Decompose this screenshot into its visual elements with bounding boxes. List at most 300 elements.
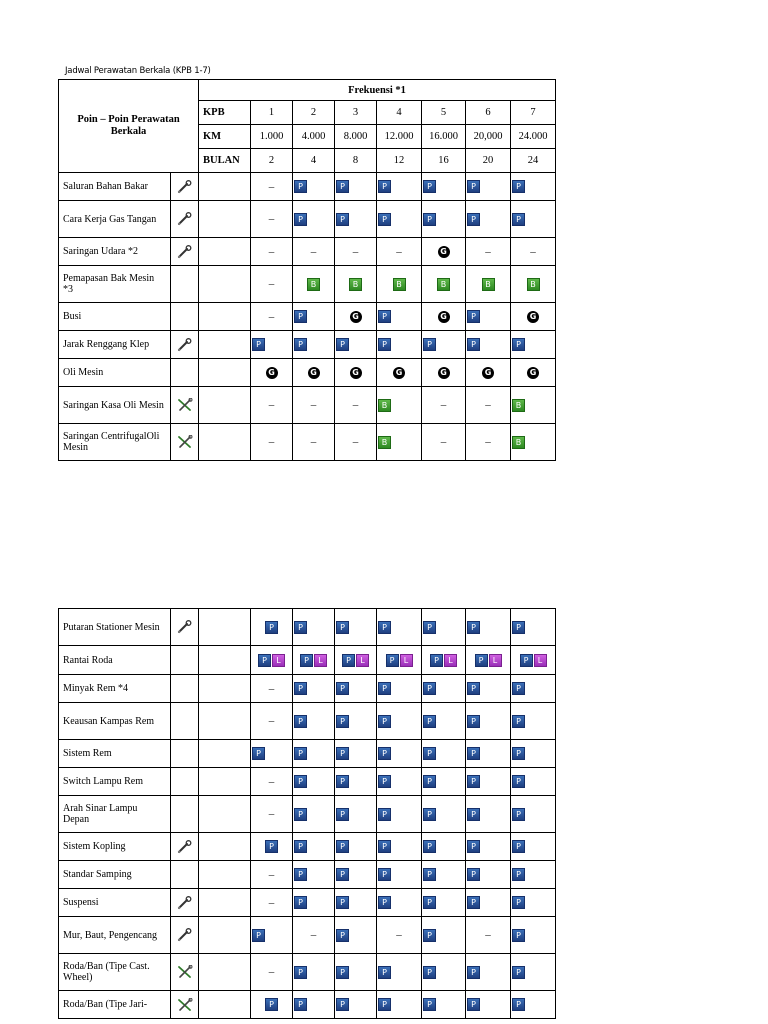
- dash-mark: –: [310, 245, 317, 258]
- badge-p: P: [265, 840, 278, 853]
- blank-cell: [199, 768, 251, 796]
- schedule-cell: [335, 646, 377, 675]
- header-value: 8.000: [335, 125, 377, 149]
- badge-p: P: [294, 715, 307, 728]
- schedule-cell: [466, 991, 511, 1019]
- badge-p: P: [265, 621, 278, 634]
- tool-cell-empty: [171, 861, 199, 889]
- maintenance-item-name: Jarak Renggang Klep: [59, 331, 171, 359]
- header-value: 4.000: [293, 125, 335, 149]
- badge-p: P: [467, 310, 480, 323]
- schedule-cell: [422, 954, 466, 991]
- badge-g: G: [393, 366, 406, 379]
- badge-p: P: [512, 715, 525, 728]
- schedule-cell: [251, 646, 293, 675]
- dash-mark: –: [352, 245, 359, 258]
- tool-cell-empty: [171, 703, 199, 740]
- badge-p: P: [336, 621, 349, 634]
- schedule-cell: [377, 201, 422, 238]
- schedule-cell: [377, 768, 422, 796]
- badge-p: P: [336, 966, 349, 979]
- header-value: 4: [377, 101, 422, 125]
- table-row: [59, 796, 556, 833]
- schedule-cell: [251, 991, 293, 1019]
- header-value: 7: [511, 101, 556, 125]
- badge-p: P: [423, 682, 436, 695]
- dash-mark: –: [310, 436, 317, 448]
- badge-p: P: [467, 840, 480, 853]
- schedule-cell: [422, 609, 466, 646]
- schedule-cell: [293, 954, 335, 991]
- schedule-cell: [511, 740, 556, 768]
- schedule-cell: [293, 740, 335, 768]
- schedule-cell: [251, 331, 293, 359]
- document-caption: Jadwal Perawatan Berkala (KPB 1-7): [65, 66, 211, 76]
- schedule-cell: [251, 889, 293, 917]
- header-value: 5: [422, 101, 466, 125]
- schedule-cell: [422, 303, 466, 331]
- table-row: [59, 387, 556, 424]
- schedule-cell: [466, 331, 511, 359]
- schedule-cell: [511, 768, 556, 796]
- badge-b: B: [307, 278, 320, 291]
- badge-p: P: [336, 682, 349, 695]
- header-label-kpb: KPB: [199, 101, 251, 125]
- badge-p: P: [294, 180, 307, 193]
- blank-cell: [199, 954, 251, 991]
- blank-cell: [199, 609, 251, 646]
- badge-g: G: [349, 310, 362, 323]
- schedule-cell: [293, 833, 335, 861]
- schedule-cell: [293, 991, 335, 1019]
- schedule-cell: [293, 201, 335, 238]
- maintenance-item-name: Arah Sinar Lampu Depan: [59, 796, 171, 833]
- dash-mark: –: [485, 399, 491, 411]
- schedule-cell: [466, 703, 511, 740]
- schedule-cell: [377, 359, 422, 387]
- table-row: [59, 424, 556, 461]
- badge-p: P: [252, 747, 265, 760]
- schedule-cell: [335, 740, 377, 768]
- maintenance-item-name: Switch Lampu Rem: [59, 768, 171, 796]
- table-row: [59, 646, 556, 675]
- schedule-cell: [422, 424, 466, 461]
- blank-cell: [199, 201, 251, 238]
- badge-p: P: [336, 840, 349, 853]
- schedule-cell: [466, 173, 511, 201]
- badge-p: P: [423, 840, 436, 853]
- badge-p: P: [423, 929, 436, 942]
- badge-p: P: [423, 180, 436, 193]
- header-value: 12: [377, 149, 422, 173]
- badge-p: P: [378, 896, 391, 909]
- badge-b: B: [527, 278, 540, 291]
- schedule-cell: [422, 675, 466, 703]
- badge-p: P: [336, 180, 349, 193]
- maintenance-schedule-table-1: [58, 79, 556, 461]
- wrench-icon: [171, 331, 199, 359]
- dash-mark: –: [352, 436, 359, 448]
- dash-mark: –: [268, 715, 275, 727]
- badge-p: P: [336, 998, 349, 1011]
- schedule-cell: [422, 359, 466, 387]
- badge-p: P: [512, 682, 525, 695]
- badge-p: P: [294, 808, 307, 821]
- schedule-cell: [377, 646, 422, 675]
- schedule-cell: [422, 703, 466, 740]
- badge-p: P: [336, 775, 349, 788]
- maintenance-item-name: Saringan CentrifugalOli Mesin: [59, 424, 171, 461]
- wrench-icon: [171, 173, 199, 201]
- schedule-cell: [511, 238, 556, 266]
- blank-cell: [199, 703, 251, 740]
- header-label-bulan: BULAN: [199, 149, 251, 173]
- badge-b: B: [482, 278, 495, 291]
- header-value: 20,000: [466, 125, 511, 149]
- badge-p: P: [512, 840, 525, 853]
- schedule-cell: [466, 954, 511, 991]
- maintenance-item-name: Minyak Rem *4: [59, 675, 171, 703]
- badge-l: L: [534, 654, 547, 667]
- schedule-cell: [511, 917, 556, 954]
- badge-p: P: [378, 213, 391, 226]
- badge-p: P: [294, 896, 307, 909]
- badge-p: P: [336, 715, 349, 728]
- maintenance-item-name: Mur, Baut, Pengencang: [59, 917, 171, 954]
- schedule-cell: [251, 768, 293, 796]
- header-value: 1.000: [251, 125, 293, 149]
- badge-g: G: [527, 366, 540, 379]
- badge-p: P: [294, 747, 307, 760]
- schedule-cell: [511, 387, 556, 424]
- column-header-maintenance-points: Poin – Poin Perawatan Berkala: [59, 80, 199, 173]
- schedule-cell: [466, 740, 511, 768]
- schedule-cell: [293, 796, 335, 833]
- table-row: [59, 238, 556, 266]
- schedule-cell: [377, 387, 422, 424]
- schedule-cell: [335, 954, 377, 991]
- schedule-cell: [466, 861, 511, 889]
- badge-l: L: [444, 654, 457, 667]
- schedule-cell: [377, 238, 422, 266]
- dash-mark: –: [268, 310, 275, 323]
- schedule-cell: [293, 173, 335, 201]
- header-label-km: KM: [199, 125, 251, 149]
- badge-p: P: [336, 808, 349, 821]
- schedule-cell: [251, 424, 293, 461]
- badge-p: P: [336, 929, 349, 942]
- wrench-icon: [171, 609, 199, 646]
- badge-l: L: [400, 654, 413, 667]
- schedule-cell: [377, 609, 422, 646]
- badge-p: P: [336, 868, 349, 881]
- schedule-cell: [466, 424, 511, 461]
- maintenance-item-name: Putaran Stationer Mesin: [59, 609, 171, 646]
- badge-p: P: [294, 682, 307, 695]
- badge-p: P: [512, 621, 525, 634]
- dash-mark: –: [485, 929, 491, 941]
- schedule-cell: [251, 954, 293, 991]
- tool-cell-empty: [171, 740, 199, 768]
- schedule-cell: [377, 796, 422, 833]
- badge-p: P: [378, 966, 391, 979]
- schedule-cell: [511, 954, 556, 991]
- schedule-cell: [251, 173, 293, 201]
- badge-p: P: [467, 715, 480, 728]
- badge-b: B: [378, 399, 391, 412]
- schedule-cell: [377, 331, 422, 359]
- dash-mark: –: [268, 399, 275, 411]
- badge-p: P: [467, 775, 480, 788]
- schedule-cell: [466, 768, 511, 796]
- badge-p: P: [423, 775, 436, 788]
- schedule-cell: [511, 889, 556, 917]
- badge-p: P: [294, 338, 307, 351]
- tool-cell-empty: [171, 303, 199, 331]
- schedule-cell: [466, 917, 511, 954]
- schedule-cell: [377, 991, 422, 1019]
- schedule-cell: [377, 424, 422, 461]
- schedule-cell: [335, 331, 377, 359]
- blank-cell: [199, 359, 251, 387]
- dash-mark: –: [268, 896, 275, 909]
- badge-p: P: [423, 338, 436, 351]
- dash-mark: –: [268, 868, 275, 881]
- schedule-cell: [293, 917, 335, 954]
- badge-p: P: [336, 338, 349, 351]
- schedule-cell: [422, 266, 466, 303]
- blank-cell: [199, 833, 251, 861]
- blank-cell: [199, 917, 251, 954]
- schedule-cell: [466, 238, 511, 266]
- badge-p: P: [467, 998, 480, 1011]
- badge-p: P: [378, 682, 391, 695]
- schedule-cell: [335, 703, 377, 740]
- badge-b: B: [512, 399, 525, 412]
- badge-p: P: [265, 998, 278, 1011]
- badge-p: P: [512, 338, 525, 351]
- schedule-cell: [466, 266, 511, 303]
- schedule-cell: [511, 861, 556, 889]
- schedule-cell: [511, 833, 556, 861]
- schedule-cell: [293, 331, 335, 359]
- badge-p: P: [423, 715, 436, 728]
- wrench-icon: [171, 238, 199, 266]
- dash-mark: –: [352, 399, 359, 411]
- badge-p: P: [336, 747, 349, 760]
- tool-cell-empty: [171, 675, 199, 703]
- badge-p: P: [467, 180, 480, 193]
- blank-cell: [199, 675, 251, 703]
- maintenance-item-name: Sistem Rem: [59, 740, 171, 768]
- dash-mark: –: [530, 245, 536, 258]
- badge-p: P: [512, 775, 525, 788]
- blank-cell: [199, 266, 251, 303]
- badge-p: P: [467, 621, 480, 634]
- table-row: [59, 675, 556, 703]
- maintenance-item-name: Rantai Roda: [59, 646, 171, 675]
- badge-p: P: [378, 868, 391, 881]
- schedule-cell: [466, 675, 511, 703]
- schedule-cell: [335, 917, 377, 954]
- badge-p: P: [475, 654, 488, 667]
- maintenance-item-name: Roda/Ban (Tipe Cast. Wheel): [59, 954, 171, 991]
- schedule-cell: [422, 861, 466, 889]
- dash-mark: –: [485, 245, 491, 258]
- header-value: 20: [466, 149, 511, 173]
- maintenance-item-name: Saringan Kasa Oli Mesin: [59, 387, 171, 424]
- badge-p: P: [378, 338, 391, 351]
- dash-mark: –: [268, 245, 275, 258]
- table-row: [59, 303, 556, 331]
- badge-p: P: [430, 654, 443, 667]
- dash-mark: –: [268, 278, 275, 290]
- header-value: 16: [422, 149, 466, 173]
- badge-p: P: [386, 654, 399, 667]
- maintenance-item-name: Cara Kerja Gas Tangan: [59, 201, 171, 238]
- badge-p: P: [252, 929, 265, 942]
- wrench-icon: [171, 889, 199, 917]
- schedule-cell: [251, 359, 293, 387]
- maintenance-item-name: Sistem Kopling: [59, 833, 171, 861]
- badge-b: B: [378, 436, 391, 449]
- wrench-icon: [171, 201, 199, 238]
- schedule-cell: [422, 740, 466, 768]
- badge-b: B: [512, 436, 525, 449]
- table-row: [59, 173, 556, 201]
- schedule-cell: [293, 675, 335, 703]
- schedule-cell: [293, 889, 335, 917]
- maintenance-item-name: Oli Mesin: [59, 359, 171, 387]
- schedule-cell: [251, 303, 293, 331]
- schedule-cell: [293, 424, 335, 461]
- wrench-icon: [171, 833, 199, 861]
- schedule-cell: [377, 861, 422, 889]
- schedule-cell: [251, 238, 293, 266]
- schedule-cell: [377, 703, 422, 740]
- schedule-cell: [335, 833, 377, 861]
- badge-p: P: [423, 808, 436, 821]
- schedule-cell: [466, 387, 511, 424]
- maintenance-item-name: Saringan Udara *2: [59, 238, 171, 266]
- badge-p: P: [512, 747, 525, 760]
- dash-mark: –: [440, 399, 447, 411]
- schedule-cell: [422, 796, 466, 833]
- badge-p: P: [423, 896, 436, 909]
- tool-cell-empty: [171, 266, 199, 303]
- badge-p: P: [378, 310, 391, 323]
- schedule-cell: [251, 861, 293, 889]
- badge-g: G: [307, 366, 320, 379]
- schedule-cell: [335, 889, 377, 917]
- maintenance-item-name: Busi: [59, 303, 171, 331]
- schedule-cell: [335, 796, 377, 833]
- badge-g: G: [437, 245, 450, 258]
- dash-mark: –: [268, 775, 275, 788]
- badge-b: B: [437, 278, 450, 291]
- header-value: 24.000: [511, 125, 556, 149]
- schedule-cell: [422, 646, 466, 675]
- badge-l: L: [272, 654, 285, 667]
- dash-mark: –: [268, 213, 275, 225]
- schedule-cell: [335, 201, 377, 238]
- header-value: 4: [293, 149, 335, 173]
- badge-p: P: [252, 338, 265, 351]
- badge-p: P: [512, 180, 525, 193]
- badge-p: P: [520, 654, 533, 667]
- schedule-cell: [335, 768, 377, 796]
- badge-p: P: [294, 868, 307, 881]
- badge-p: P: [294, 998, 307, 1011]
- schedule-cell: [511, 303, 556, 331]
- schedule-cell: [422, 387, 466, 424]
- tool-cell-empty: [171, 768, 199, 796]
- maintenance-item-name: Pemapasan Bak Mesin *3: [59, 266, 171, 303]
- schedule-cell: [511, 424, 556, 461]
- schedule-cell: [293, 703, 335, 740]
- schedule-cell: [335, 609, 377, 646]
- badge-g: G: [349, 366, 362, 379]
- blank-cell: [199, 740, 251, 768]
- schedule-cell: [335, 387, 377, 424]
- dash-mark: –: [268, 966, 275, 978]
- table-row: [59, 991, 556, 1019]
- blank-cell: [199, 861, 251, 889]
- badge-p: P: [336, 896, 349, 909]
- schedule-cell: [422, 833, 466, 861]
- frequency-header: Frekuensi *1: [199, 80, 556, 101]
- schedule-cell: [377, 740, 422, 768]
- schedule-cell: [293, 238, 335, 266]
- blank-cell: [199, 238, 251, 266]
- tools-crossed-icon: [171, 424, 199, 461]
- schedule-cell: [511, 991, 556, 1019]
- badge-p: P: [378, 808, 391, 821]
- header-value: 8: [335, 149, 377, 173]
- header-value: 16.000: [422, 125, 466, 149]
- badge-p: P: [467, 868, 480, 881]
- schedule-cell: [466, 646, 511, 675]
- schedule-cell: [422, 201, 466, 238]
- header-value: 24: [511, 149, 556, 173]
- dash-mark: –: [268, 436, 275, 448]
- schedule-cell: [293, 609, 335, 646]
- schedule-cell: [293, 387, 335, 424]
- badge-p: P: [423, 747, 436, 760]
- schedule-cell: [422, 991, 466, 1019]
- header-value: 2: [251, 149, 293, 173]
- badge-p: P: [467, 808, 480, 821]
- schedule-cell: [511, 675, 556, 703]
- header-value: 3: [335, 101, 377, 125]
- maintenance-item-name: Saluran Bahan Bakar: [59, 173, 171, 201]
- blank-cell: [199, 796, 251, 833]
- dash-mark: –: [310, 929, 317, 941]
- schedule-cell: [422, 331, 466, 359]
- schedule-cell: [511, 359, 556, 387]
- schedule-cell: [251, 703, 293, 740]
- tools-crossed-icon: [171, 954, 199, 991]
- badge-p: P: [467, 682, 480, 695]
- schedule-cell: [335, 173, 377, 201]
- table-row: [59, 609, 556, 646]
- table-row: [59, 359, 556, 387]
- schedule-cell: [293, 768, 335, 796]
- badge-l: L: [314, 654, 327, 667]
- blank-cell: [199, 303, 251, 331]
- badge-p: P: [294, 775, 307, 788]
- tool-cell-empty: [171, 359, 199, 387]
